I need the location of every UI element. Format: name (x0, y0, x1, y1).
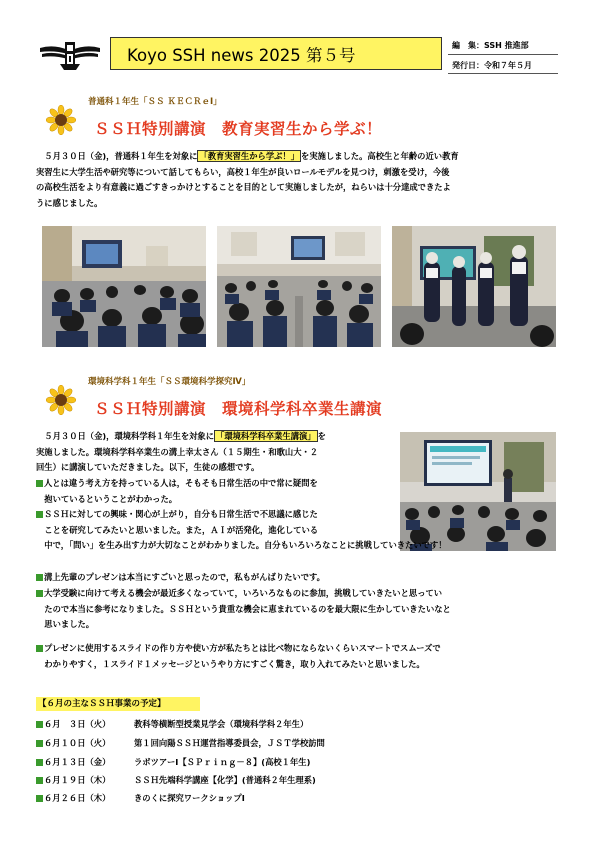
bullet-icon (36, 721, 43, 728)
student-comment: 人とは違う考え方を持っている人は，そもそも日常生活の中で常に疑問を 抱いているということがわかった。 (36, 478, 318, 504)
photo-lecture-room-2 (217, 226, 381, 347)
section1-body (36, 149, 566, 211)
section2-kicker: 環境科学科１年生「ＳＳ環境科学探究Ⅳ」 (88, 377, 251, 387)
body-line: ５月３０日（金)，環境科学科１年生を対象に 「環境科学科卒業生講演」 を (36, 431, 326, 441)
sunflower-icon (46, 385, 76, 415)
body-line: の高校生活をより有意義に過ごすきっかけとすることを目的として実施しましたが，ねらいは十分達成できたよ (36, 182, 451, 193)
newsletter-title: Koyo SSH news 2025 第５号 (110, 37, 442, 70)
body-line: ５月３０日（金)，普通科１年生を対象に 「教育実習生から学ぶ！」 を実施しました。高校生と年齢の近い教育 (36, 151, 459, 161)
bullet-icon (36, 777, 43, 784)
photo-trainees (392, 226, 556, 347)
section2-intro (36, 429, 396, 476)
section1-kicker: 普通科１年生「ＳＳ ＫＥＣＲｅⅠ」 (88, 97, 222, 107)
editor-label: 編 集：SSH 推進部 (452, 41, 529, 50)
school-emblem-logo (38, 38, 102, 72)
issue-date: 発行日：令和７年５月 (452, 61, 532, 70)
sunflower-icon (46, 105, 76, 135)
photo-lecture-room-1 (42, 226, 206, 347)
schedule-item: ６月１０日（火） 第１回向陽ＳＳＨ運営指導委員会，ＪＳＴ学校訪問 (36, 737, 325, 749)
bullet-icon (36, 574, 43, 581)
bullet-icon (36, 480, 43, 487)
bullet-icon (36, 759, 43, 766)
section1-heading: ＳＳＨ特別講演 教育実習生から学ぶ！ (94, 120, 383, 138)
student-comment: プレゼンに使用するスライドの作り方や使い方が私たちとは比べ物にならないくらいスマートでスムーズで わかりやすく，１スライド１メッセージというやり方にすごく驚き，取り入れてみたいと思いました。 (36, 643, 441, 669)
header-rule (448, 73, 558, 74)
schedule-title: 【６月の主なＳＳＨ事業の予定】 (36, 697, 200, 711)
bullet-icon (36, 795, 43, 802)
student-comment: ＳＳＨに対しての興味・関心が上がり，自分も日常生活で不思議に感じた ことを研究してみたいと思いました。また，ＡＩが活発化，進化している 中で，「問い」を生み出す力が大切なことがわかりました。自分もいろいろなことに挑戦していきたいです！ (36, 509, 447, 551)
schedule-item: ６月２６日（木） きのくに探究ワークショップⅠ (36, 792, 245, 804)
schedule-item: ６月 ３日（火） 教科等横断型授業見学会（環境科学科２年生） (36, 718, 308, 730)
bullet-icon (36, 511, 43, 518)
student-comment: 溝上先輩のプレゼンは本当にすごいと思ったので，私もがんばりたいです。 (36, 570, 576, 586)
student-comment: 大学受験に向けて考える機会が最近多くなっていて，いろいろなものに参加，挑戦していきたいと思ってい たので本当に参考になりました。ＳＳＨという貴重な機会に恵まれているのを最大限に生かしていきたいなと 思いました。 (36, 588, 451, 630)
bullet-icon (36, 740, 43, 747)
body-line: 実施しました。環境科学科卒業生の溝上幸太さん（１５期生・和歌山大・２ (36, 446, 319, 457)
header-rule (448, 54, 558, 55)
body-line: 回生）に講演していただきました。以下，生徒の感想です。 (36, 462, 260, 473)
schedule-item: ６月１９日（木） ＳＳＨ先端科学講座【化学】(普通科２年生理系) (36, 774, 316, 786)
bullet-icon (36, 590, 43, 597)
bullet-icon (36, 645, 43, 652)
body-line: うに感じました。 (36, 197, 103, 208)
section2-heading: ＳＳＨ特別講演 環境科学科卒業生講演 (94, 400, 383, 418)
body-line: 実習生に大学生活や研究等について話してもらい，高校１年生が良いロールモデルを見つけ，刺激を受け，今後 (36, 166, 450, 177)
schedule-item: ６月１３日（金） ラボツアーⅠ【ＳＰｒｉｎｇ－８】(高校１年生) (36, 756, 310, 768)
